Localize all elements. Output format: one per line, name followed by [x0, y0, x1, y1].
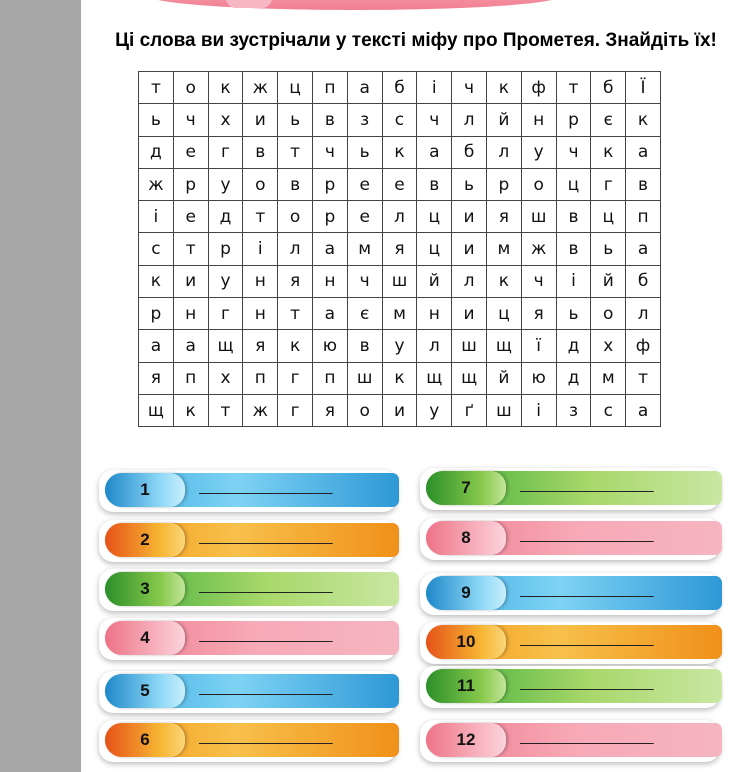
grid-cell[interactable]: т: [278, 136, 313, 168]
answer-blank[interactable]: _______________: [199, 679, 333, 696]
grid-cell[interactable]: н: [243, 265, 278, 297]
grid-cell[interactable]: п: [312, 362, 347, 394]
grid-cell[interactable]: с: [591, 394, 626, 426]
grid-cell[interactable]: ш: [486, 394, 521, 426]
answer-blank[interactable]: _______________: [520, 728, 654, 745]
grid-cell[interactable]: л: [452, 265, 487, 297]
grid-cell[interactable]: я: [243, 330, 278, 362]
grid-row: [139, 362, 661, 394]
answer-number: 12: [456, 730, 476, 749]
grid-cell[interactable]: к: [208, 72, 243, 104]
grid-cell[interactable]: т: [626, 362, 661, 394]
grid-cell[interactable]: д: [208, 201, 243, 233]
answer-number: 7: [461, 478, 471, 497]
grid-cell[interactable]: т: [556, 72, 591, 104]
grid-cell[interactable]: х: [208, 362, 243, 394]
grid-cell[interactable]: ф: [521, 72, 556, 104]
grid-cell[interactable]: а: [626, 136, 661, 168]
grid-cell[interactable]: Ї: [626, 72, 661, 104]
grid-cell[interactable]: м: [486, 233, 521, 265]
grid-cell[interactable]: ж: [521, 233, 556, 265]
grid-cell[interactable]: н: [173, 298, 208, 330]
grid-cell[interactable]: з: [347, 104, 382, 136]
grid-cell[interactable]: о: [591, 298, 626, 330]
grid-cell[interactable]: ц: [417, 201, 452, 233]
grid-cell[interactable]: щ: [208, 330, 243, 362]
grid-cell[interactable]: и: [452, 298, 487, 330]
grid-cell[interactable]: б: [382, 72, 417, 104]
answer-row-11: [420, 666, 720, 708]
grid-row: [139, 168, 661, 200]
left-margin: [0, 0, 81, 772]
grid-cell[interactable]: ь: [347, 136, 382, 168]
grid-cell[interactable]: ш: [347, 362, 382, 394]
grid-cell[interactable]: а: [626, 233, 661, 265]
grid-row: [139, 233, 661, 265]
grid-cell[interactable]: г: [278, 362, 313, 394]
answer-blank[interactable]: _______________: [520, 674, 654, 691]
grid-cell[interactable]: о: [173, 72, 208, 104]
grid-cell[interactable]: н: [417, 298, 452, 330]
grid-cell[interactable]: р: [312, 168, 347, 200]
grid-cell[interactable]: ч: [521, 265, 556, 297]
grid-cell[interactable]: к: [591, 136, 626, 168]
grid-cell[interactable]: о: [243, 168, 278, 200]
grid-cell[interactable]: к: [486, 72, 521, 104]
answer-number: 5: [140, 681, 150, 700]
grid-row: [139, 72, 661, 104]
grid-cell[interactable]: с: [139, 233, 174, 265]
grid-cell[interactable]: м: [382, 298, 417, 330]
grid-cell[interactable]: ш: [452, 330, 487, 362]
grid-cell[interactable]: д: [139, 136, 174, 168]
answer-row-7: [420, 468, 720, 510]
grid-cell[interactable]: к: [139, 265, 174, 297]
answer-blank[interactable]: _______________: [199, 728, 333, 745]
grid-cell[interactable]: і: [521, 394, 556, 426]
grid-cell[interactable]: ф: [626, 330, 661, 362]
grid-row: [139, 394, 661, 426]
answer-blank[interactable]: _______________: [199, 528, 333, 545]
grid-cell[interactable]: ч: [452, 72, 487, 104]
grid-cell[interactable]: л: [626, 298, 661, 330]
grid-cell[interactable]: ц: [591, 201, 626, 233]
grid-cell[interactable]: и: [173, 265, 208, 297]
grid-cell[interactable]: е: [382, 168, 417, 200]
grid-cell[interactable]: г: [278, 394, 313, 426]
grid-cell[interactable]: р: [139, 298, 174, 330]
grid-cell[interactable]: о: [278, 201, 313, 233]
answer-row-4: [99, 618, 397, 660]
grid-cell[interactable]: к: [626, 104, 661, 136]
answer-number: 11: [457, 676, 475, 695]
grid-cell[interactable]: а: [173, 330, 208, 362]
grid-cell[interactable]: ш: [521, 201, 556, 233]
grid-cell[interactable]: е: [347, 168, 382, 200]
grid-cell[interactable]: б: [452, 136, 487, 168]
answer-blank[interactable]: _______________: [199, 626, 333, 643]
answer-number: 1: [140, 480, 150, 499]
grid-cell[interactable]: а: [417, 136, 452, 168]
grid-cell[interactable]: щ: [139, 394, 174, 426]
answer-row-6: [99, 720, 397, 762]
grid-cell[interactable]: і: [417, 72, 452, 104]
grid-cell[interactable]: р: [173, 168, 208, 200]
grid-cell[interactable]: ц: [486, 298, 521, 330]
answer-row-3: [99, 569, 397, 611]
grid-cell[interactable]: ч: [417, 104, 452, 136]
answer-row-12: [420, 720, 720, 762]
grid-cell[interactable]: ь: [278, 104, 313, 136]
grid-row: [139, 330, 661, 362]
grid-cell[interactable]: й: [417, 265, 452, 297]
grid-cell[interactable]: щ: [417, 362, 452, 394]
answer-row-8: [420, 518, 720, 560]
grid-cell[interactable]: ц: [278, 72, 313, 104]
grid-cell[interactable]: р: [486, 168, 521, 200]
grid-cell[interactable]: к: [278, 330, 313, 362]
grid-cell[interactable]: ц: [556, 168, 591, 200]
grid-cell[interactable]: ж: [243, 72, 278, 104]
grid-cell[interactable]: т: [243, 201, 278, 233]
grid-cell[interactable]: ь: [556, 298, 591, 330]
grid-cell[interactable]: в: [556, 201, 591, 233]
grid-cell[interactable]: а: [312, 298, 347, 330]
answer-number: 3: [140, 579, 150, 598]
grid-cell[interactable]: т: [278, 298, 313, 330]
grid-cell[interactable]: х: [591, 330, 626, 362]
answer-number: 10: [456, 632, 476, 651]
grid-cell[interactable]: ь: [591, 233, 626, 265]
grid-cell[interactable]: т: [173, 233, 208, 265]
grid-cell[interactable]: у: [382, 330, 417, 362]
grid-cell[interactable]: л: [417, 330, 452, 362]
grid-cell[interactable]: п: [243, 362, 278, 394]
grid-cell[interactable]: в: [312, 104, 347, 136]
grid-cell[interactable]: р: [208, 233, 243, 265]
grid-row: [139, 265, 661, 297]
grid-cell[interactable]: ї: [521, 330, 556, 362]
grid-cell[interactable]: в: [417, 168, 452, 200]
word-search-grid: [138, 71, 661, 427]
grid-cell[interactable]: ч: [556, 136, 591, 168]
grid-cell[interactable]: ч: [312, 136, 347, 168]
grid-cell[interactable]: я: [139, 362, 174, 394]
ribbon-knot: [226, 0, 272, 8]
grid-cell[interactable]: п: [626, 201, 661, 233]
grid-cell[interactable]: г: [208, 298, 243, 330]
grid-cell[interactable]: а: [626, 394, 661, 426]
grid-cell[interactable]: б: [591, 72, 626, 104]
grid-cell[interactable]: ґ: [452, 394, 487, 426]
grid-cell[interactable]: т: [208, 394, 243, 426]
grid-cell[interactable]: в: [626, 168, 661, 200]
grid-cell[interactable]: у: [521, 136, 556, 168]
answer-number: 8: [461, 528, 471, 547]
grid-cell[interactable]: в: [556, 233, 591, 265]
grid-cell[interactable]: я: [521, 298, 556, 330]
grid-cell[interactable]: щ: [452, 362, 487, 394]
grid-cell[interactable]: н: [521, 104, 556, 136]
grid-cell[interactable]: у: [208, 265, 243, 297]
grid-cell[interactable]: ц: [417, 233, 452, 265]
grid-cell[interactable]: ж: [243, 394, 278, 426]
grid-cell[interactable]: в: [278, 168, 313, 200]
grid-cell[interactable]: г: [591, 168, 626, 200]
grid-cell[interactable]: д: [556, 330, 591, 362]
answer-row-9: [420, 573, 720, 615]
grid-cell[interactable]: щ: [486, 330, 521, 362]
grid-cell[interactable]: я: [486, 201, 521, 233]
page-title: Ці слова ви зустрічали у тексті міфу про Прометея. Знайдіть їх!: [115, 30, 717, 51]
grid-cell[interactable]: є: [591, 104, 626, 136]
answer-blank[interactable]: _______________: [520, 526, 654, 543]
grid-cell[interactable]: і: [556, 265, 591, 297]
grid-cell[interactable]: и: [452, 201, 487, 233]
grid-cell[interactable]: л: [452, 104, 487, 136]
answer-blank[interactable]: _______________: [520, 476, 654, 493]
grid-row: [139, 104, 661, 136]
grid-cell[interactable]: л: [486, 136, 521, 168]
grid-cell[interactable]: а: [139, 330, 174, 362]
grid-cell[interactable]: т: [139, 72, 174, 104]
grid-cell[interactable]: п: [173, 362, 208, 394]
answer-blank[interactable]: _______________: [520, 630, 654, 647]
grid-cell[interactable]: м: [591, 362, 626, 394]
grid-cell[interactable]: я: [382, 233, 417, 265]
grid-cell[interactable]: ч: [173, 104, 208, 136]
grid-cell[interactable]: у: [417, 394, 452, 426]
grid-row: [139, 298, 661, 330]
grid-cell[interactable]: а: [347, 72, 382, 104]
grid-cell[interactable]: м: [347, 233, 382, 265]
grid-cell[interactable]: н: [312, 265, 347, 297]
grid-row: [139, 201, 661, 233]
grid-cell[interactable]: й: [486, 104, 521, 136]
grid-cell[interactable]: р: [556, 104, 591, 136]
grid-cell[interactable]: и: [243, 104, 278, 136]
grid-cell[interactable]: к: [382, 362, 417, 394]
grid-cell[interactable]: й: [591, 265, 626, 297]
answer-row-10: [420, 622, 720, 664]
answer-number: 4: [140, 628, 150, 647]
grid-cell[interactable]: д: [556, 362, 591, 394]
grid-cell[interactable]: й: [486, 362, 521, 394]
grid-cell[interactable]: к: [382, 136, 417, 168]
grid-row: [139, 136, 661, 168]
grid-cell[interactable]: ч: [347, 265, 382, 297]
grid-cell[interactable]: я: [278, 265, 313, 297]
grid-cell[interactable]: б: [626, 265, 661, 297]
grid-cell[interactable]: е: [173, 136, 208, 168]
grid-cell[interactable]: ь: [139, 104, 174, 136]
grid-cell[interactable]: ь: [452, 168, 487, 200]
grid-cell[interactable]: л: [278, 233, 313, 265]
grid-cell[interactable]: у: [208, 168, 243, 200]
grid-cell[interactable]: і: [243, 233, 278, 265]
grid-cell[interactable]: з: [556, 394, 591, 426]
answer-blank[interactable]: _______________: [520, 581, 654, 598]
grid-cell[interactable]: п: [312, 72, 347, 104]
grid-cell[interactable]: л: [382, 201, 417, 233]
answer-number: 6: [140, 730, 150, 749]
grid-cell[interactable]: ю: [521, 362, 556, 394]
grid-cell[interactable]: о: [347, 394, 382, 426]
grid-cell[interactable]: ж: [139, 168, 174, 200]
answer-row-5: [99, 671, 397, 713]
grid-cell[interactable]: я: [312, 394, 347, 426]
decorative-ribbon: [150, 0, 560, 10]
grid-cell[interactable]: х: [208, 104, 243, 136]
grid-cell[interactable]: е: [173, 201, 208, 233]
grid-cell[interactable]: с: [382, 104, 417, 136]
answer-blank[interactable]: _______________: [199, 478, 333, 495]
grid-cell[interactable]: г: [208, 136, 243, 168]
answer-number: 2: [140, 530, 150, 549]
grid-cell[interactable]: к: [173, 394, 208, 426]
answer-blank[interactable]: _______________: [199, 577, 333, 594]
grid-cell[interactable]: в: [347, 330, 382, 362]
grid-cell[interactable]: к: [486, 265, 521, 297]
grid-cell[interactable]: и: [452, 233, 487, 265]
grid-cell[interactable]: в: [243, 136, 278, 168]
grid-cell[interactable]: ю: [312, 330, 347, 362]
grid-cell[interactable]: і: [139, 201, 174, 233]
grid-cell[interactable]: а: [312, 233, 347, 265]
grid-cell[interactable]: и: [382, 394, 417, 426]
grid-cell[interactable]: р: [312, 201, 347, 233]
answer-row-1: [99, 470, 397, 512]
grid-cell[interactable]: е: [347, 201, 382, 233]
grid-cell[interactable]: о: [521, 168, 556, 200]
answer-number: 9: [461, 583, 471, 602]
grid-cell[interactable]: є: [347, 298, 382, 330]
answer-row-2: [99, 520, 397, 562]
grid-cell[interactable]: ш: [382, 265, 417, 297]
grid-cell[interactable]: н: [243, 298, 278, 330]
